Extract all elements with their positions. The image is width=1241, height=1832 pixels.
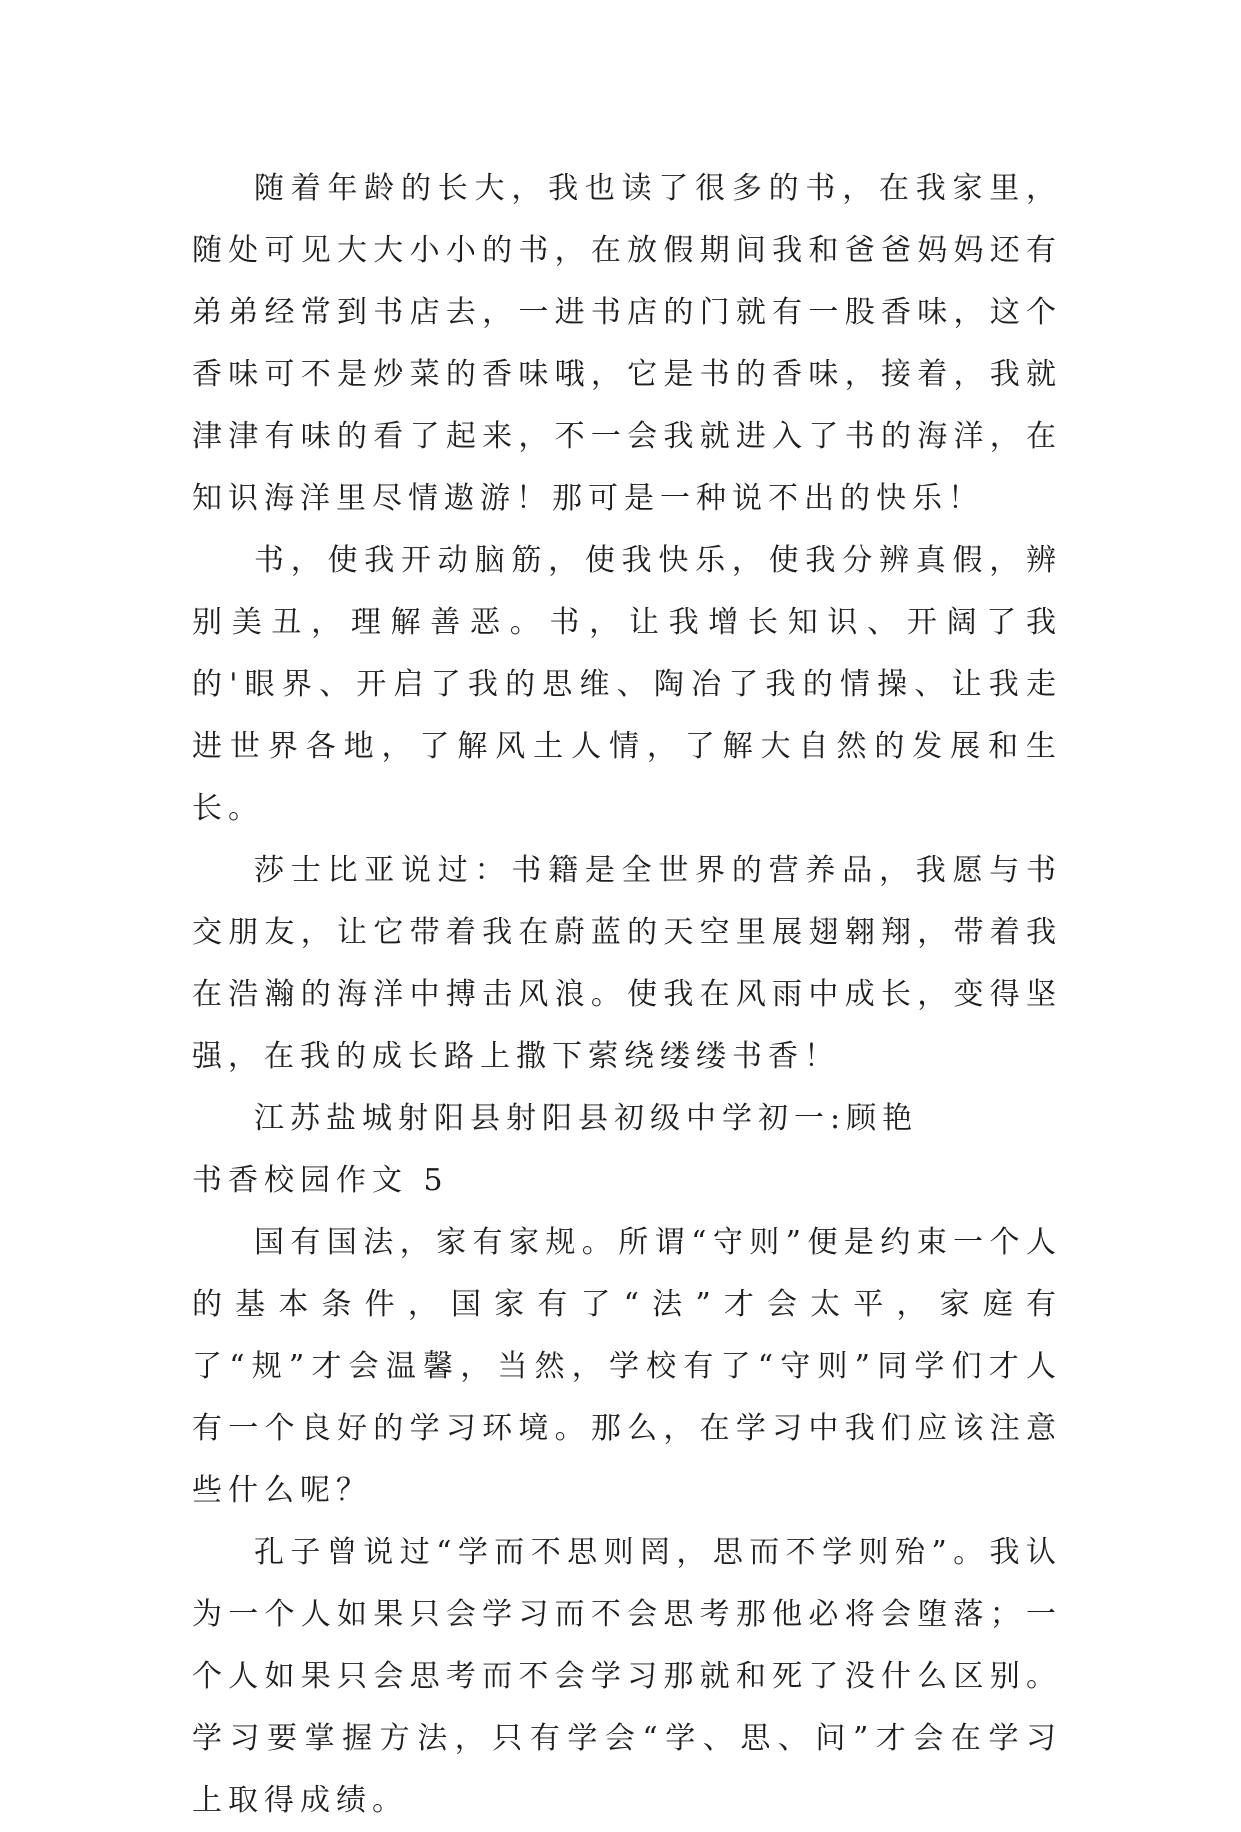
paragraph-books-benefits: 书，使我开动脑筋，使我快乐，使我分辨真假，辨别美丑，理解善恶。书，让我增长知识、开阔了我的'眼界、开启了我的思维、陶冶了我的情操、让我走进世界各地，了解风土人情，了解大自然的发展和生长。: [192, 543, 1062, 826]
author-signature: 江苏盐城射阳县射阳县初级中学初一:顾艳: [254, 1101, 919, 1136]
paragraph-shakespeare-quote: 莎士比亚说过：书籍是全世界的营养品，我愿与书交朋友，让它带着我在蔚蓝的天空里展翅翱翔，带着我在浩瀚的海洋中搏击风浪。使我在风雨中成长，变得坚强，在我的成长路上撒下萦绕缕缕书香！: [192, 853, 1062, 1074]
paragraph-rules: 国有国法，家有家规。所谓“守则”便是约束一个人的基本条件，国家有了“法”才会太平，家庭有了“规”才会温馨，当然，学校有了“守则”同学们才人有一个良好的学习环境。那么，在学习中我们应该注意些什么呢？: [192, 1225, 1062, 1508]
paragraph-confucius: 孔子曾说过“学而不思则罔，思而不学则殆”。我认为一个人如果只会学习而不会思考那他必将会堕落；一个人如果只会思考而不会学习那就和死了没什么区别。学习要掌握方法，只有学会“学、思、问”才会在学习上取得成绩。: [192, 1535, 1062, 1818]
document-body: [192, 158, 1062, 1832]
essay-heading: 书香校园作文 5: [192, 1163, 449, 1198]
paragraph-growing-up-reading: 随着年龄的长大，我也读了很多的书，在我家里，随处可见大大小小的书，在放假期间我和爸爸妈妈还有弟弟经常到书店去，一进书店的门就有一股香味，这个香味可不是炒菜的香味哦，它是书的香味，接着，我就津津有味的看了起来，不一会我就进入了书的海洋，在知识海洋里尽情遨游！那可是一种说不出的快乐！: [192, 171, 1062, 516]
